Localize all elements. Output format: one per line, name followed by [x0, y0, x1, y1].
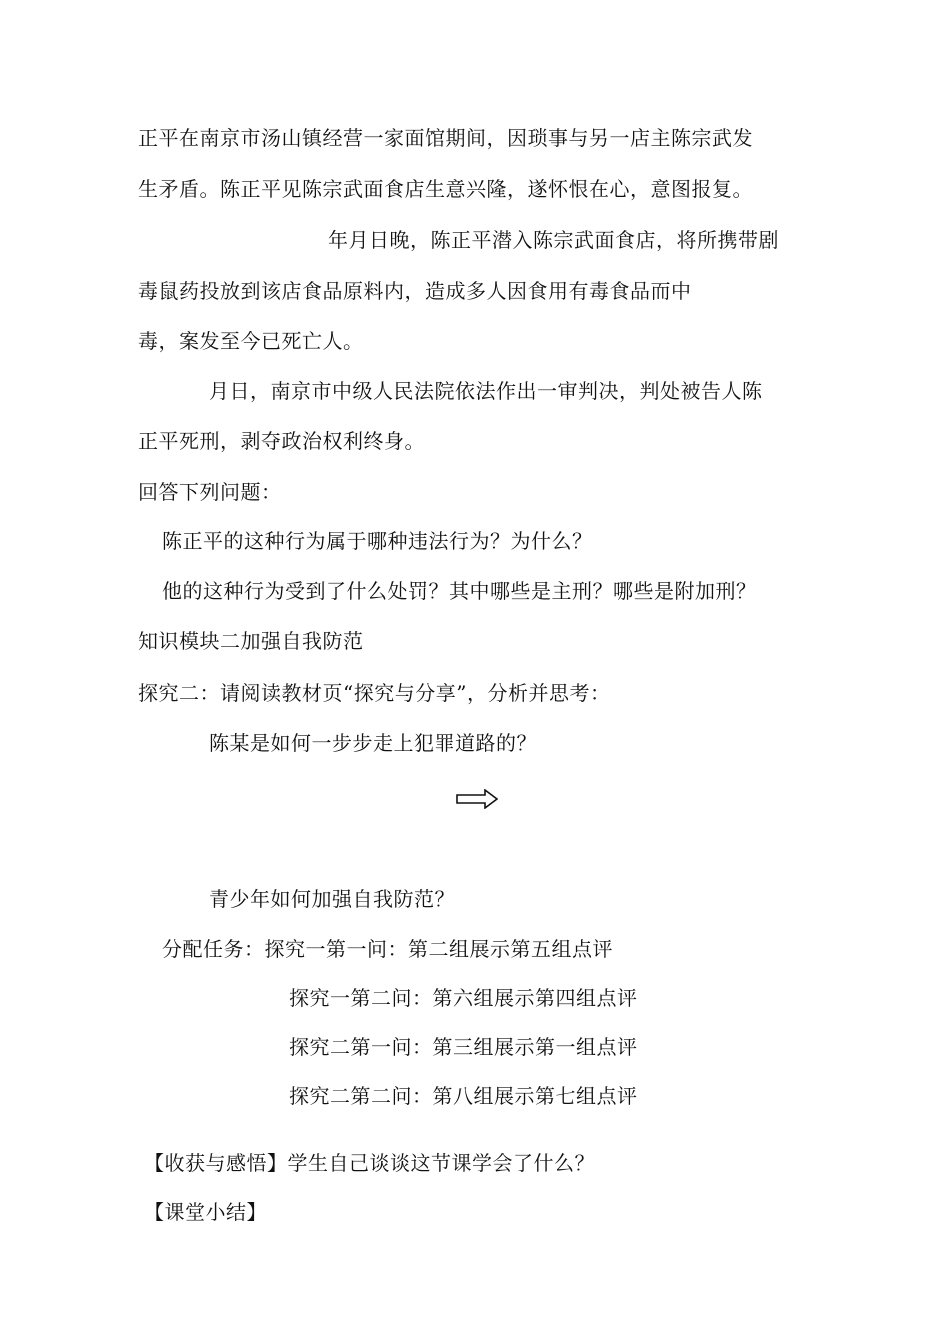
task-assignment: 探究二第一问：第三组展示第一组点评 — [289, 1035, 638, 1059]
question-2: 他的这种行为受到了什么处罚？其中哪些是主刑？哪些是附加刑？ — [162, 579, 757, 603]
double-right-arrow-icon — [456, 789, 498, 809]
case-text-line: 月日，南京市中级人民法院依法作出一审判决，判处被告人陈 — [209, 379, 763, 403]
explore-2-intro: 探究二：请阅读教材页“探究与分享”，分析并思考： — [138, 681, 611, 705]
task-assignment: 探究一第二问：第六组展示第四组点评 — [289, 986, 638, 1010]
task-assignment: 分配任务：探究一第一问：第二组展示第五组点评 — [162, 937, 613, 961]
task-assignment: 探究二第二问：第八组展示第七组点评 — [289, 1084, 638, 1108]
case-text-line: 年月日晚，陈正平潜入陈宗武面食店，将所携带剧 — [328, 228, 779, 252]
class-summary-heading: 【课堂小结】 — [144, 1200, 267, 1224]
case-text-line: 毒，案发至今已死亡人。 — [138, 329, 364, 353]
case-text-line: 正平在南京市汤山镇经营一家面馆期间，因琐事与另一店主陈宗武发 — [138, 126, 753, 150]
case-text-line: 正平死刑，剥夺政治权利终身。 — [138, 429, 425, 453]
case-text-line: 毒鼠药投放到该店食品原料内，造成多人因食用有毒食品而中 — [138, 279, 692, 303]
harvest-reflection: 【收获与感悟】学生自己谈谈这节课学会了什么？ — [144, 1151, 595, 1175]
questions-heading: 回答下列问题： — [138, 480, 282, 504]
explore-2-question-2: 青少年如何加强自我防范？ — [209, 887, 455, 911]
case-text-line: 生矛盾。陈正平见陈宗武面食店生意兴隆，遂怀恨在心，意图报复。 — [138, 177, 753, 201]
question-1: 陈正平的这种行为属于哪种违法行为？为什么？ — [162, 529, 593, 553]
explore-2-question-1: 陈某是如何一步步走上犯罪道路的？ — [209, 731, 537, 755]
module-2-title: 知识模块二加强自我防范 — [138, 629, 364, 653]
